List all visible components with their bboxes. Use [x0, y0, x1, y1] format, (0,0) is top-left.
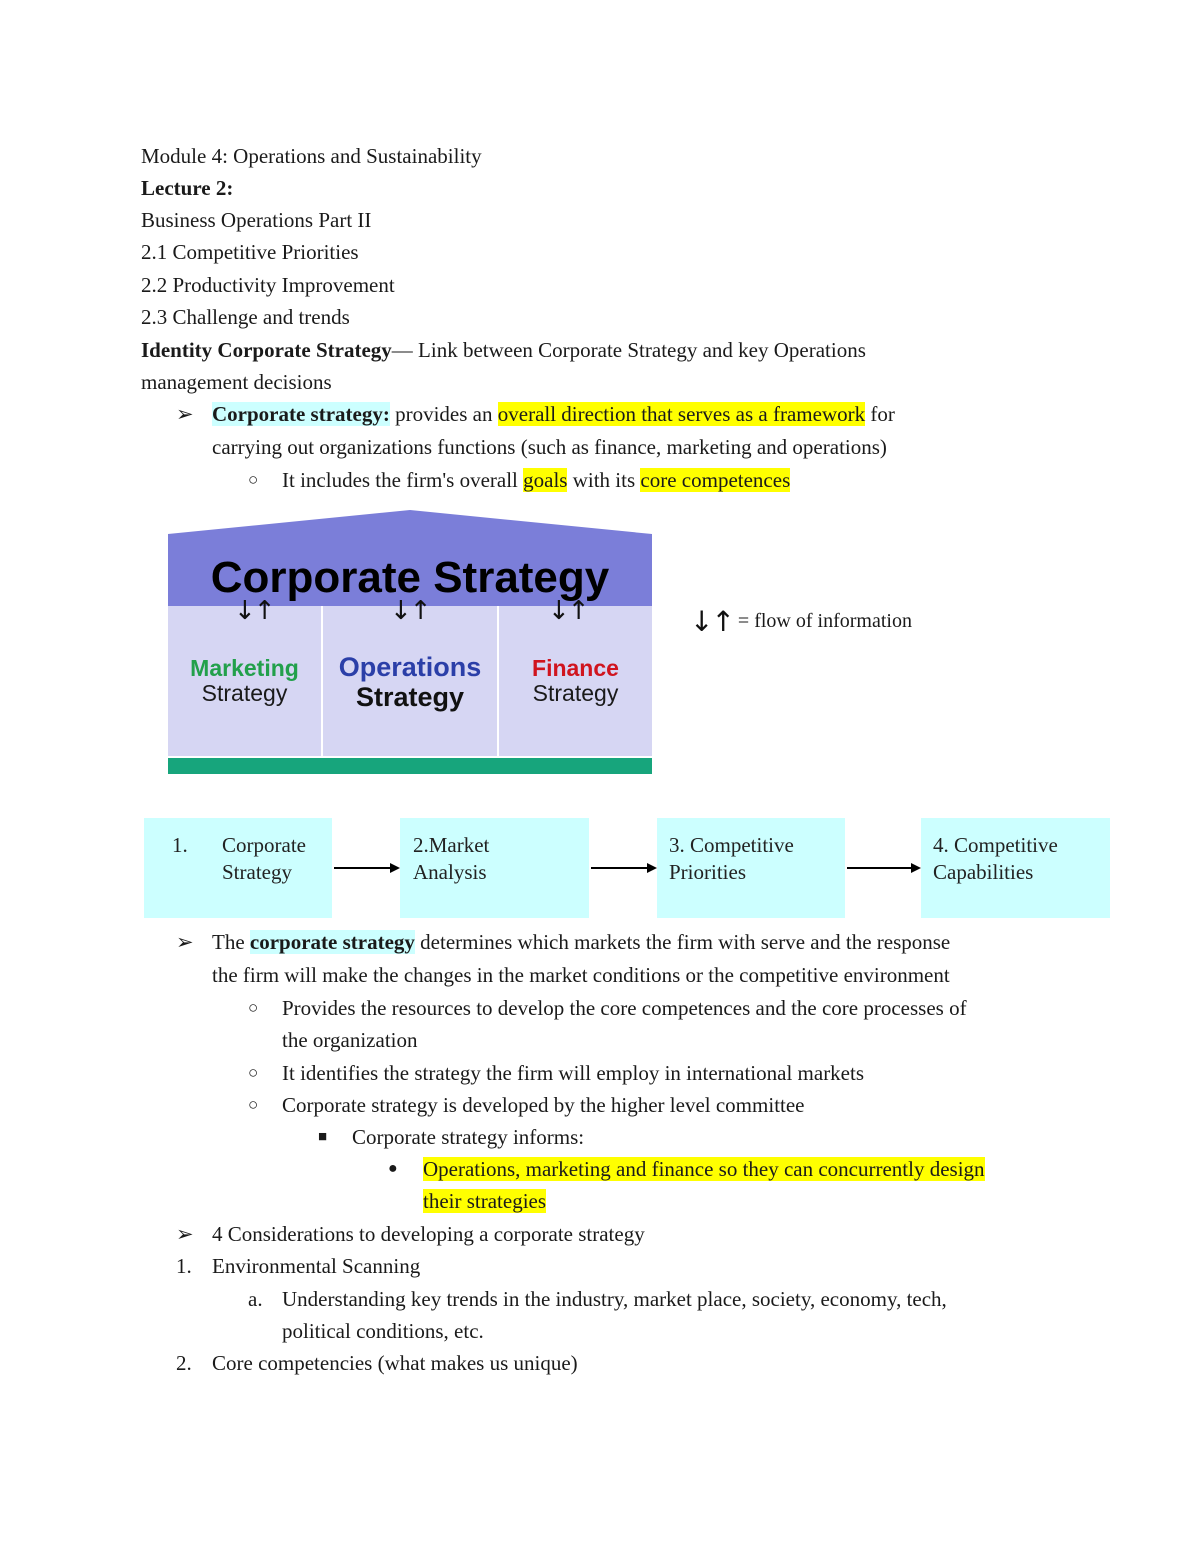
- arrow-bullet-icon: ➢: [176, 402, 194, 426]
- flow-label-line: 2.Market: [413, 833, 490, 857]
- determines-text: determines which markets the firm with serve and the response: [414, 930, 951, 954]
- cs-bullet-line2: carrying out organizations functions (such as finance, marketing and operations): [212, 435, 887, 459]
- cs-sub-text: It includes the firm's overall: [282, 468, 524, 492]
- house-diagram-graphic: [168, 510, 652, 776]
- arrow-bullet-icon: ➢: [176, 930, 194, 954]
- determines-line2: the firm will make the changes in the market conditions or the competitive environment: [212, 963, 950, 987]
- flow-label-line: Analysis: [413, 860, 487, 884]
- topic-item: 2.3 Challenge and trends: [141, 305, 350, 329]
- flow-box-competitive-priorities: [657, 818, 845, 918]
- corporate-strategy-highlight: corporate strategy: [249, 930, 415, 954]
- topic-item: 2.1 Competitive Priorities: [141, 240, 359, 264]
- cs-bullet-line1: [212, 398, 895, 430]
- cs-text: provides an: [389, 402, 498, 426]
- diagram-title: Corporate Strategy: [210, 553, 610, 602]
- circle-bullet-icon: ○: [248, 1095, 259, 1114]
- flow-box-competitive-capabilities: [921, 818, 1110, 918]
- finance-strategy-label: [499, 656, 652, 706]
- lecture-label: Lecture 2:: [141, 176, 234, 200]
- list-number: 1.: [176, 1254, 192, 1278]
- flow-arrow-icon: [332, 858, 400, 878]
- flow-label: [222, 832, 306, 886]
- consideration-item: Environmental Scanning: [212, 1254, 421, 1278]
- flow-label-line: Priorities: [669, 860, 746, 884]
- base-shape: [168, 758, 652, 774]
- cs-sub-text: with its: [567, 468, 641, 492]
- flow-arrow-icon: [589, 858, 657, 878]
- flow-arrows-icon: ↓↑: [234, 596, 274, 626]
- part-title: Business Operations Part II: [141, 208, 372, 232]
- informs-detail-line2: [423, 1185, 546, 1217]
- legend-text: = flow of information: [737, 610, 912, 632]
- corporate-strategy-diagram: [168, 510, 652, 776]
- strategy-label: Strategy: [355, 682, 465, 712]
- goals-highlight: goals: [523, 468, 568, 492]
- diagram-legend: [690, 603, 912, 639]
- sub-item-text: Understanding key trends in the industry, market place, society, economy, tech,: [282, 1287, 947, 1311]
- circle-bullet-icon: ○: [248, 998, 259, 1017]
- flow-label-line: Corporate: [222, 833, 306, 857]
- sub-bullet-text: Provides the resources to develop the core competences and the core processes of: [282, 996, 967, 1020]
- determines-line1: [212, 926, 950, 958]
- informs-text: Corporate strategy informs:: [352, 1125, 585, 1149]
- flow-label: [413, 832, 489, 886]
- determines-text: The: [212, 930, 250, 954]
- identity-text-line2: management decisions: [141, 370, 332, 394]
- informs-highlight: Operations, marketing and finance so they can concurrently design: [423, 1157, 985, 1181]
- strategy-label: Strategy: [532, 680, 619, 706]
- identity-title: Identity Corporate Strategy: [141, 338, 392, 362]
- flow-box-market-analysis: [400, 818, 589, 918]
- flow-arrows-icon: ↓↑: [390, 596, 430, 626]
- square-bullet-icon: ■: [318, 1129, 328, 1145]
- finance-label: Finance: [532, 655, 619, 681]
- flow-label-line: 3. Competitive: [669, 833, 794, 857]
- core-competences-highlight: core competences: [640, 468, 791, 492]
- marketing-label: Marketing: [190, 655, 299, 681]
- flow-arrows-icon: ↓↑: [548, 596, 588, 626]
- circle-bullet-icon: ○: [248, 1063, 259, 1082]
- sub-bullet-text: It identifies the strategy the firm will employ in international markets: [282, 1061, 865, 1085]
- flow-label: [933, 832, 1058, 886]
- cs-sub-bullet: [282, 464, 790, 496]
- flow-arrow-icon: [845, 858, 921, 878]
- dot-bullet-icon: ●: [388, 1160, 398, 1177]
- informs-detail-line1: [423, 1153, 985, 1185]
- circle-bullet-icon: ○: [248, 470, 259, 489]
- cs-label: Corporate strategy:: [212, 402, 390, 426]
- flow-box-corporate-strategy: [144, 818, 332, 918]
- sub-item-text: political conditions, etc.: [282, 1319, 484, 1343]
- identity-text: Link between Corporate Strategy and key Operations: [412, 338, 866, 362]
- arrow-bullet-icon: ➢: [176, 1222, 194, 1246]
- module-title: Module 4: Operations and Sustainability: [141, 144, 482, 168]
- flow-label-line: 4. Competitive: [933, 833, 1058, 857]
- flow-label: [669, 832, 794, 886]
- operations-label: Operations: [338, 652, 482, 682]
- marketing-strategy-label: [168, 656, 321, 706]
- cs-highlight: overall direction that serves as a framework: [497, 402, 866, 426]
- sub-bullet-text: the organization: [282, 1028, 418, 1052]
- consideration-item: Core competencies (what makes us unique): [212, 1351, 578, 1375]
- identity-dash: —: [391, 338, 413, 362]
- topic-item: 2.2 Productivity Improvement: [141, 273, 395, 297]
- cs-text: for: [865, 402, 895, 426]
- considerations-title: 4 Considerations to developing a corporate strategy: [212, 1222, 645, 1246]
- flow-label-line: Strategy: [222, 860, 292, 884]
- strategy-label: Strategy: [201, 680, 288, 706]
- list-number: 2.: [176, 1351, 192, 1375]
- identity-heading: [141, 334, 866, 366]
- informs-highlight: their strategies: [423, 1189, 547, 1213]
- flow-number: 1.: [172, 833, 188, 857]
- operations-strategy-label: [323, 652, 497, 712]
- flow-label-line: Capabilities: [933, 860, 1034, 884]
- sub-bullet-text: Corporate strategy is developed by the higher level committee: [282, 1093, 805, 1117]
- flow-arrows-icon: ↓↑: [690, 605, 733, 639]
- list-letter: a.: [248, 1287, 263, 1311]
